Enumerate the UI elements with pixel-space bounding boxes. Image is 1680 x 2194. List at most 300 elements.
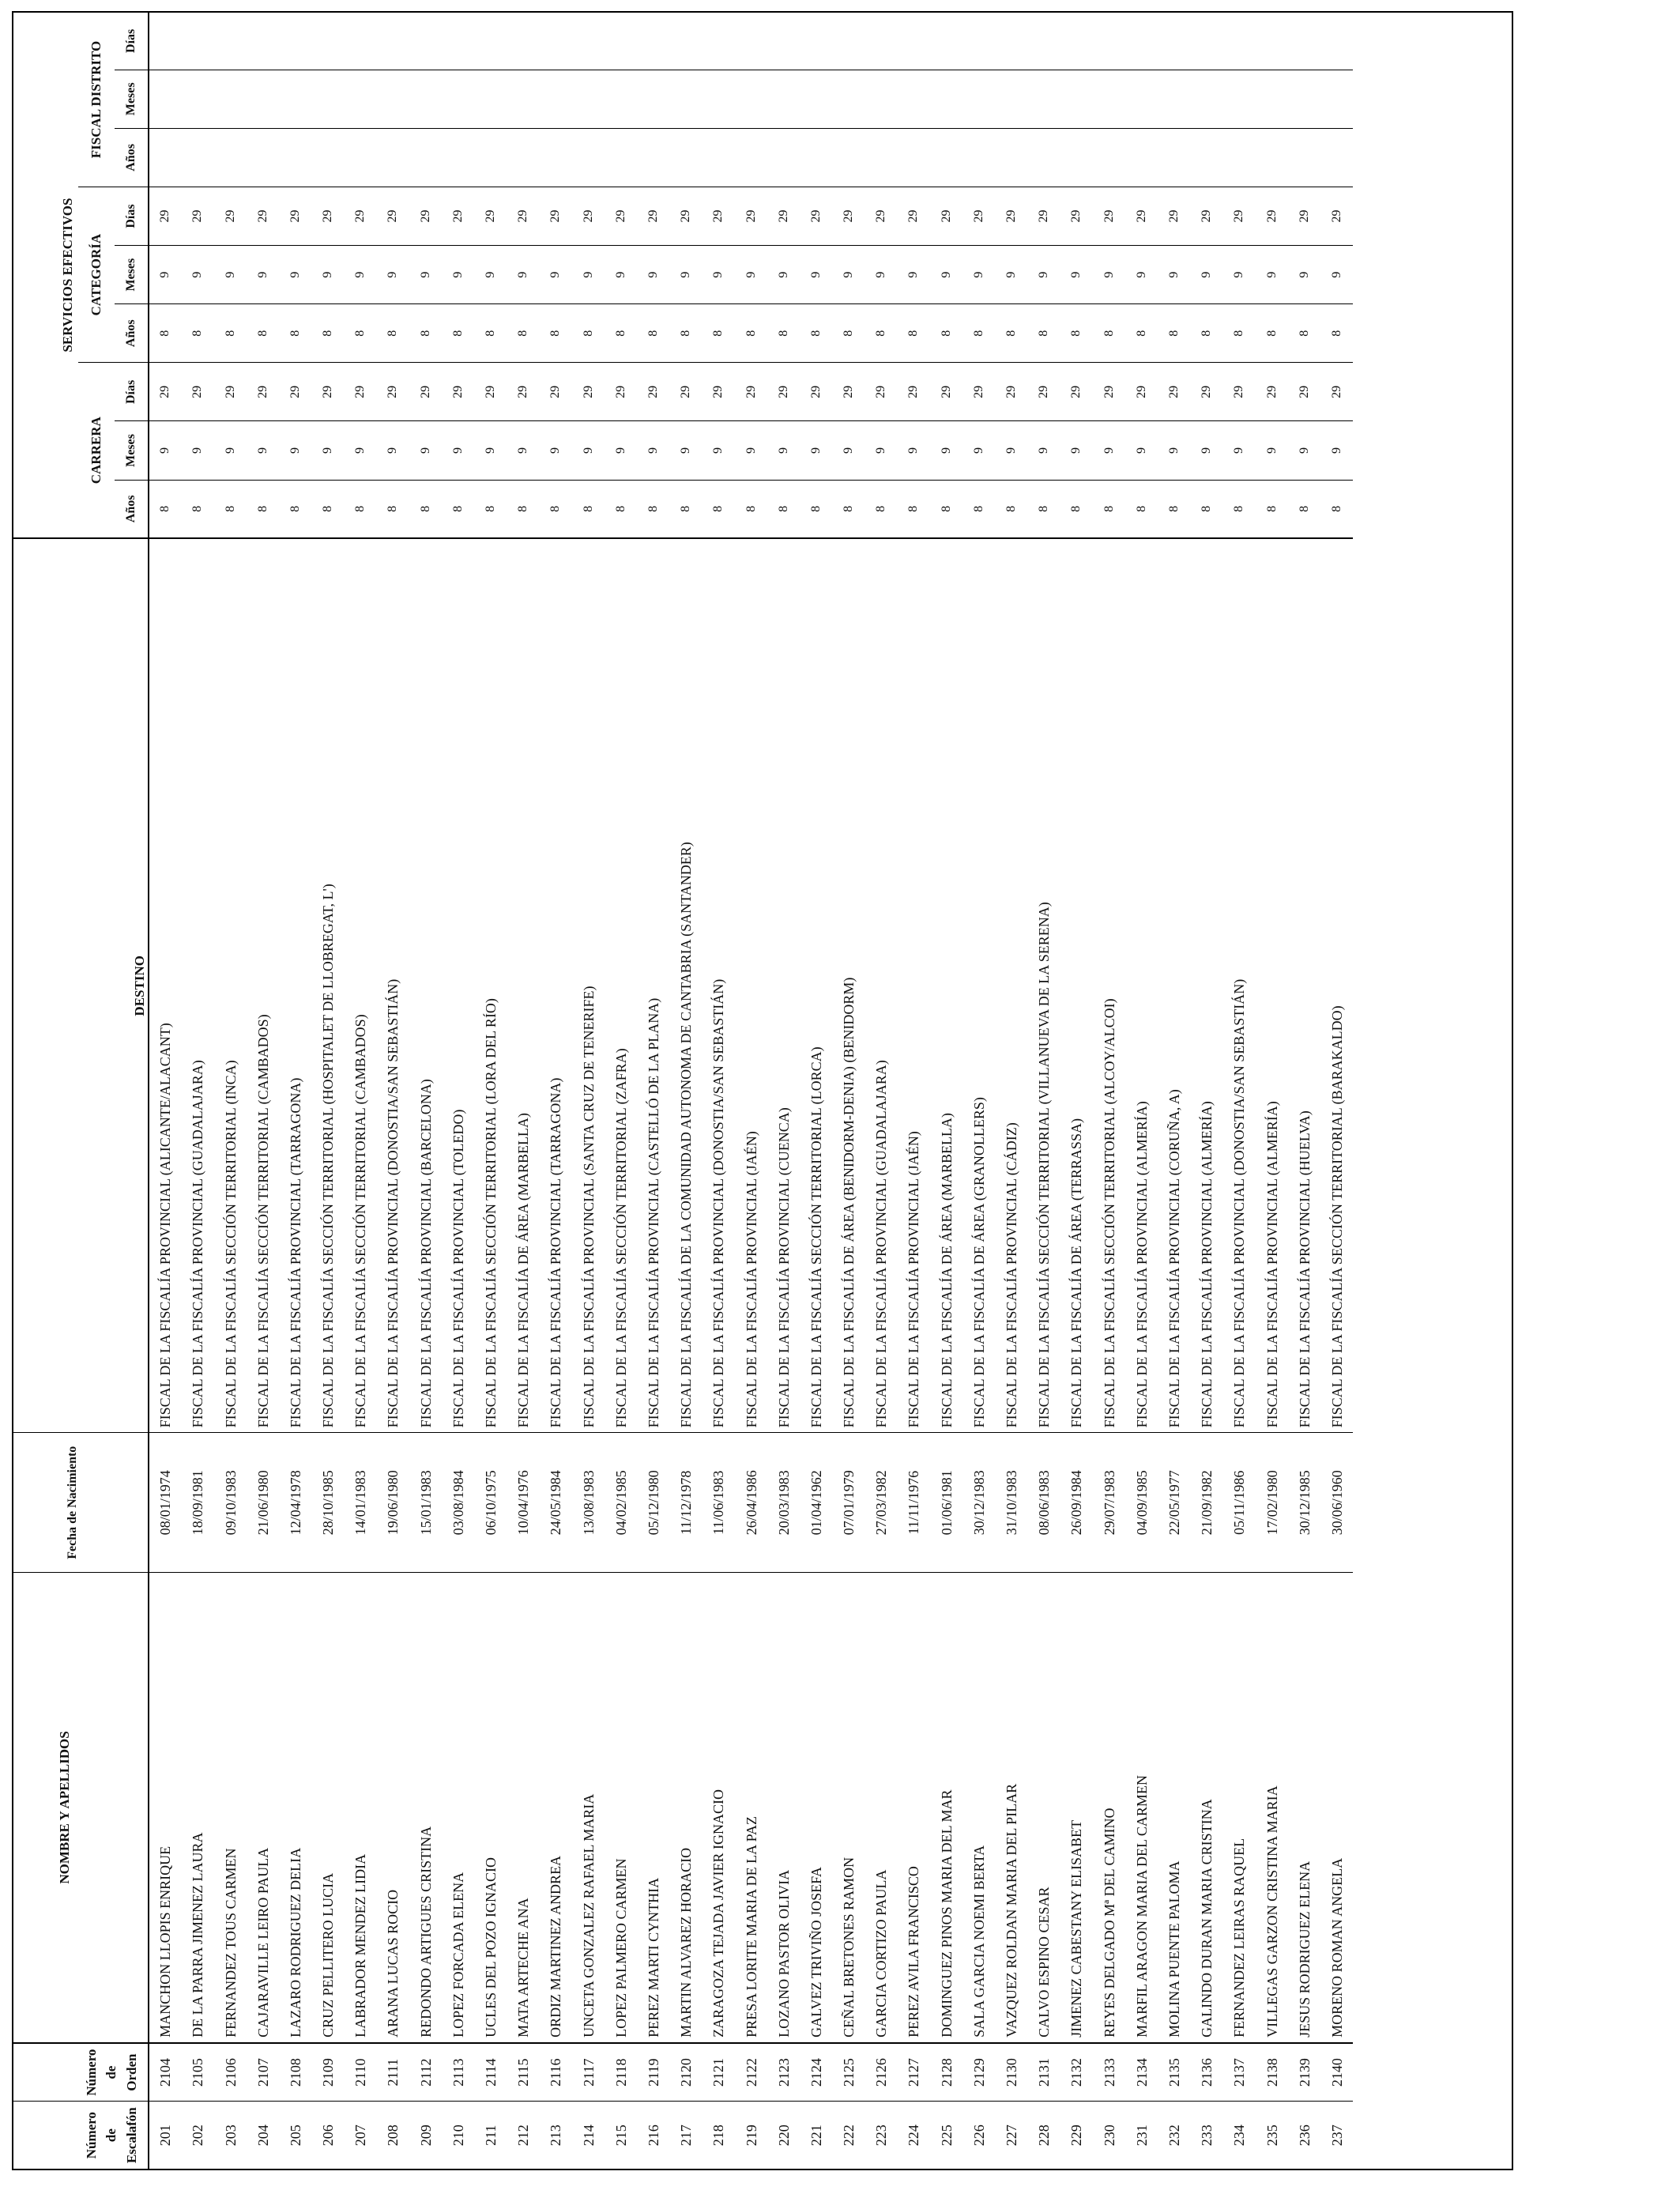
carrera-dias-cell: 29 [637, 363, 669, 421]
categoria-dias-cell: 29 [865, 187, 898, 245]
carrera-meses-cell: 9 [1158, 421, 1190, 480]
carrera-anos-cell: 8 [1125, 480, 1158, 538]
carrera-meses-cell: 9 [1028, 421, 1060, 480]
escalafon-cell: 214 [580, 2124, 597, 2147]
header-escalafon-line2: de [104, 2128, 119, 2143]
carrera-anos-cell: 8 [865, 480, 898, 538]
escalafon-cell: 235 [1264, 2124, 1280, 2147]
categoria-anos-cell: 8 [474, 304, 507, 363]
categoria-dias-cell: 29 [1191, 187, 1223, 245]
distrito-meses-cell [1223, 70, 1256, 128]
table-row [1028, 13, 1060, 2169]
nombre-cell: SALA GARCIA NOEMI BERTA [962, 1573, 995, 2043]
distrito-meses-cell [962, 70, 995, 128]
escalafon-table [13, 13, 1353, 2169]
fecha-cell: 15/01/1983 [409, 1433, 442, 1573]
fecha-cell: 26/04/1986 [735, 1433, 767, 1573]
fecha-cell: 10/04/1976 [507, 1433, 540, 1573]
categoria-dias-cell: 29 [214, 187, 247, 245]
carrera-meses-cell: 9 [345, 421, 377, 480]
nombre-cell: DE LA PARRA JIMENEZ LAURA [182, 1573, 214, 2043]
header-numero-orden [13, 2043, 149, 2102]
escalafon-cell: 210 [450, 2124, 466, 2147]
categoria-anos-cell: 8 [311, 304, 344, 363]
carrera-meses-cell: 9 [637, 421, 669, 480]
orden-cell: 2116 [540, 2043, 572, 2102]
distrito-dias-cell [507, 13, 540, 70]
fecha-cell: 29/07/1983 [1093, 1433, 1125, 1573]
categoria-meses-cell: 9 [377, 246, 409, 304]
fecha-cell: 27/03/1982 [865, 1433, 898, 1573]
categoria-anos-cell: 8 [1256, 304, 1288, 363]
categoria-anos-cell: 8 [735, 304, 767, 363]
distrito-dias-cell [572, 13, 605, 70]
orden-cell: 2136 [1191, 2043, 1223, 2102]
distrito-dias-cell [247, 13, 279, 70]
header-categoria-anos: Años [115, 304, 148, 363]
categoria-anos-cell: 8 [182, 304, 214, 363]
distrito-dias-cell [995, 13, 1027, 70]
destino-cell: FISCAL DE LA FISCALÍA PROVINCIAL (ALMERÍA) [1191, 538, 1223, 1433]
carrera-anos-cell: 8 [474, 480, 507, 538]
distrito-anos-cell [214, 128, 247, 187]
fecha-cell: 26/09/1984 [1060, 1433, 1093, 1573]
categoria-anos-cell: 8 [1093, 304, 1125, 363]
carrera-dias-cell: 29 [898, 363, 930, 421]
carrera-anos-cell: 8 [703, 480, 735, 538]
carrera-dias-cell: 29 [149, 363, 182, 421]
nombre-cell: ZARAGOZA TEJADA JAVIER IGNACIO [703, 1573, 735, 2043]
destino-cell: FISCAL DE LA FISCALÍA DE ÁREA (TERRASSA) [1060, 538, 1093, 1433]
orden-cell: 2104 [149, 2043, 182, 2102]
orden-cell: 2124 [800, 2043, 832, 2102]
carrera-anos-cell: 8 [898, 480, 930, 538]
categoria-dias-cell: 29 [1158, 187, 1190, 245]
carrera-anos-cell: 8 [442, 480, 474, 538]
table-row [214, 13, 247, 2169]
carrera-meses-cell: 9 [767, 421, 800, 480]
carrera-meses-cell: 9 [540, 421, 572, 480]
carrera-dias-cell: 29 [279, 363, 311, 421]
nombre-cell: ARANA LUCAS ROCIO [377, 1573, 409, 2043]
carrera-meses-cell: 9 [898, 421, 930, 480]
categoria-meses-cell: 9 [898, 246, 930, 304]
categoria-anos-cell: 8 [247, 304, 279, 363]
nombre-cell: PEREZ MARTI CYNTHIA [637, 1573, 669, 2043]
categoria-dias-cell: 29 [507, 187, 540, 245]
distrito-dias-cell [409, 13, 442, 70]
header-carrera-dias: Días [115, 363, 148, 421]
categoria-anos-cell: 8 [767, 304, 800, 363]
nombre-cell: VILLEGAS GARZON CRISTINA MARIA [1256, 1573, 1288, 2043]
categoria-anos-cell: 8 [898, 304, 930, 363]
escalafon-cell: 224 [906, 2124, 922, 2147]
distrito-dias-cell [279, 13, 311, 70]
carrera-dias-cell: 29 [1223, 363, 1256, 421]
distrito-meses-cell [572, 70, 605, 128]
carrera-dias-cell: 29 [865, 363, 898, 421]
escalafon-cell: 203 [222, 2124, 239, 2147]
categoria-anos-cell: 8 [540, 304, 572, 363]
categoria-anos-cell: 8 [1288, 304, 1320, 363]
categoria-dias-cell: 29 [898, 187, 930, 245]
distrito-anos-cell [1288, 128, 1320, 187]
destino-cell: FISCAL DE LA FISCALÍA SECCIÓN TERRITORIAL (ZAFRA) [605, 538, 637, 1433]
categoria-meses-cell: 9 [800, 246, 832, 304]
categoria-meses-cell: 9 [995, 246, 1027, 304]
orden-cell: 2110 [345, 2043, 377, 2102]
escalafon-cell: 206 [320, 2124, 337, 2147]
nombre-cell: UCLES DEL POZO IGNACIO [474, 1573, 507, 2043]
distrito-meses-cell [1060, 70, 1093, 128]
fecha-cell: 21/06/1980 [247, 1433, 279, 1573]
categoria-dias-cell: 29 [247, 187, 279, 245]
carrera-dias-cell: 29 [1093, 363, 1125, 421]
categoria-meses-cell: 9 [637, 246, 669, 304]
destino-cell: FISCAL DE LA FISCALÍA PROVINCIAL (SANTA CRUZ DE TENERIFE) [572, 538, 605, 1433]
categoria-meses-cell: 9 [214, 246, 247, 304]
fecha-cell: 09/10/1983 [214, 1433, 247, 1573]
nombre-cell: CEÑAL BRETONES RAMON [832, 1573, 864, 2043]
categoria-meses-cell: 9 [670, 246, 703, 304]
table-row [149, 13, 182, 2169]
carrera-dias-cell: 29 [247, 363, 279, 421]
categoria-anos-cell: 8 [605, 304, 637, 363]
carrera-meses-cell: 9 [995, 421, 1027, 480]
distrito-meses-cell [474, 70, 507, 128]
carrera-dias-cell: 29 [832, 363, 864, 421]
table-body [149, 13, 1354, 2169]
carrera-anos-cell: 8 [572, 480, 605, 538]
categoria-meses-cell: 9 [1256, 246, 1288, 304]
fecha-cell: 12/04/1978 [279, 1433, 311, 1573]
categoria-dias-cell: 29 [832, 187, 864, 245]
table-row [442, 13, 474, 2169]
distrito-dias-cell [767, 13, 800, 70]
categoria-dias-cell: 29 [442, 187, 474, 245]
distrito-anos-cell [442, 128, 474, 187]
carrera-dias-cell: 29 [735, 363, 767, 421]
carrera-dias-cell: 29 [995, 363, 1027, 421]
table-row [377, 13, 409, 2169]
distrito-dias-cell [735, 13, 767, 70]
distrito-anos-cell [311, 128, 344, 187]
carrera-meses-cell: 9 [832, 421, 864, 480]
header-carrera: CARRERA [78, 363, 115, 538]
nombre-cell: JIMENEZ CABESTANY ELISABET [1060, 1573, 1093, 2043]
destino-cell: FISCAL DE LA FISCALÍA PROVINCIAL (CASTELLÓ DE LA PLANA) [637, 538, 669, 1433]
categoria-meses-cell: 9 [311, 246, 344, 304]
destino-cell: FISCAL DE LA FISCALÍA PROVINCIAL (DONOSTIA/SAN SEBASTIÁN) [1223, 538, 1256, 1433]
destino-cell: FISCAL DE LA FISCALÍA DE LA COMUNIDAD AUTONOMA DE CANTABRIA (SANTANDER) [670, 538, 703, 1433]
carrera-anos-cell: 8 [1288, 480, 1320, 538]
distrito-dias-cell [1125, 13, 1158, 70]
escalafon-cell: 202 [190, 2124, 206, 2147]
orden-cell: 2106 [214, 2043, 247, 2102]
escalafon-cell: 227 [1004, 2124, 1020, 2147]
fecha-cell: 19/06/1980 [377, 1433, 409, 1573]
categoria-anos-cell: 8 [507, 304, 540, 363]
categoria-dias-cell: 29 [409, 187, 442, 245]
carrera-dias-cell: 29 [930, 363, 962, 421]
carrera-dias-cell: 29 [703, 363, 735, 421]
distrito-anos-cell [1320, 128, 1353, 187]
categoria-anos-cell: 8 [1223, 304, 1256, 363]
orden-cell: 2123 [767, 2043, 800, 2102]
distrito-dias-cell [800, 13, 832, 70]
categoria-meses-cell: 9 [1320, 246, 1353, 304]
distrito-anos-cell [735, 128, 767, 187]
categoria-meses-cell: 9 [572, 246, 605, 304]
distrito-dias-cell [1158, 13, 1190, 70]
destino-cell: FISCAL DE LA FISCALÍA PROVINCIAL (DONOSTIA/SAN SEBASTIÁN) [377, 538, 409, 1433]
categoria-dias-cell: 29 [670, 187, 703, 245]
distrito-meses-cell [540, 70, 572, 128]
distrito-meses-cell [1320, 70, 1353, 128]
carrera-anos-cell: 8 [345, 480, 377, 538]
escalafon-cell: 217 [678, 2124, 695, 2147]
categoria-anos-cell: 8 [930, 304, 962, 363]
nombre-cell: CALVO ESPINO CESAR [1028, 1573, 1060, 2043]
nombre-cell: MATA ARTECHE ANA [507, 1573, 540, 2043]
header-fecha: Fecha de Nacimiento [13, 1433, 149, 1573]
table-row [735, 13, 767, 2169]
distrito-anos-cell [670, 128, 703, 187]
categoria-dias-cell: 29 [800, 187, 832, 245]
carrera-dias-cell: 29 [507, 363, 540, 421]
categoria-meses-cell: 9 [1158, 246, 1190, 304]
fecha-cell: 11/12/1978 [670, 1433, 703, 1573]
distrito-dias-cell [832, 13, 864, 70]
distrito-dias-cell [214, 13, 247, 70]
distrito-dias-cell [962, 13, 995, 70]
carrera-anos-cell: 8 [832, 480, 864, 538]
nombre-cell: GALVEZ TRIVIÑO JOSEFA [800, 1573, 832, 2043]
distrito-anos-cell [474, 128, 507, 187]
orden-cell: 2105 [182, 2043, 214, 2102]
nombre-cell: REDONDO ARTIGUES CRISTINA [409, 1573, 442, 2043]
orden-cell: 2109 [311, 2043, 344, 2102]
orden-cell: 2126 [865, 2043, 898, 2102]
categoria-dias-cell: 29 [377, 187, 409, 245]
distrito-dias-cell [182, 13, 214, 70]
distrito-dias-cell [1028, 13, 1060, 70]
orden-cell: 2120 [670, 2043, 703, 2102]
categoria-meses-cell: 9 [1093, 246, 1125, 304]
fecha-cell: 31/10/1983 [995, 1433, 1027, 1573]
categoria-anos-cell: 8 [149, 304, 182, 363]
distrito-meses-cell [832, 70, 864, 128]
table-row [1060, 13, 1093, 2169]
destino-cell: FISCAL DE LA FISCALÍA SECCIÓN TERRITORIAL (ALCOY/ALCOI) [1093, 538, 1125, 1433]
header-carrera-meses: Meses [115, 421, 148, 480]
orden-cell: 2135 [1158, 2043, 1190, 2102]
distrito-anos-cell [572, 128, 605, 187]
orden-cell: 2113 [442, 2043, 474, 2102]
destino-cell: FISCAL DE LA FISCALÍA PROVINCIAL (TARRAGONA) [279, 538, 311, 1433]
nombre-cell: VAZQUEZ ROLDAN MARIA DEL PILAR [995, 1573, 1027, 2043]
categoria-meses-cell: 9 [1028, 246, 1060, 304]
table-row [995, 13, 1027, 2169]
distrito-dias-cell [149, 13, 182, 70]
categoria-meses-cell: 9 [442, 246, 474, 304]
table-row [1158, 13, 1190, 2169]
carrera-dias-cell: 29 [182, 363, 214, 421]
table-row [182, 13, 214, 2169]
destino-cell: FISCAL DE LA FISCALÍA DE ÁREA (MARBELLA) [930, 538, 962, 1433]
carrera-meses-cell: 9 [214, 421, 247, 480]
escalafon-cell: 218 [710, 2124, 727, 2147]
nombre-cell: JESUS RODRIGUEZ ELENA [1288, 1573, 1320, 2043]
orden-cell: 2138 [1256, 2043, 1288, 2102]
carrera-anos-cell: 8 [1093, 480, 1125, 538]
table-row [507, 13, 540, 2169]
nombre-cell: CRUZ PELLITERO LUCIA [311, 1573, 344, 2043]
header-distrito-dias: Días [115, 13, 148, 70]
header-escalafon-line3: Escalafón [124, 2107, 139, 2164]
distrito-dias-cell [1223, 13, 1256, 70]
fecha-cell: 04/09/1985 [1125, 1433, 1158, 1573]
orden-cell: 2115 [507, 2043, 540, 2102]
distrito-anos-cell [1223, 128, 1256, 187]
escalafon-cell: 233 [1199, 2124, 1215, 2147]
carrera-meses-cell: 9 [1223, 421, 1256, 480]
nombre-cell: PRESA LORITE MARIA DE LA PAZ [735, 1573, 767, 2043]
fecha-cell: 22/05/1977 [1158, 1433, 1190, 1573]
carrera-meses-cell: 9 [1256, 421, 1288, 480]
carrera-meses-cell: 9 [735, 421, 767, 480]
carrera-meses-cell: 9 [1288, 421, 1320, 480]
categoria-meses-cell: 9 [703, 246, 735, 304]
escalafon-cell: 234 [1231, 2124, 1248, 2147]
destino-cell: FISCAL DE LA FISCALÍA PROVINCIAL (TOLEDO) [442, 538, 474, 1433]
nombre-cell: MOLINA PUENTE PALOMA [1158, 1573, 1190, 2043]
distrito-anos-cell [182, 128, 214, 187]
orden-cell: 2125 [832, 2043, 864, 2102]
categoria-dias-cell: 29 [637, 187, 669, 245]
nombre-cell: UNCETA GONZALEZ RAFAEL MARIA [572, 1573, 605, 2043]
destino-cell: FISCAL DE LA FISCALÍA SECCIÓN TERRITORIAL (CAMBADOS) [247, 538, 279, 1433]
carrera-anos-cell: 8 [247, 480, 279, 538]
destino-cell: FISCAL DE LA FISCALÍA SECCIÓN TERRITORIAL (LORCA) [800, 538, 832, 1433]
distrito-meses-cell [1028, 70, 1060, 128]
destino-cell: FISCAL DE LA FISCALÍA PROVINCIAL (ALICANTE/ALACANT) [149, 538, 182, 1433]
carrera-dias-cell: 29 [377, 363, 409, 421]
header-orden-line3: Orden [124, 2053, 139, 2091]
carrera-dias-cell: 29 [1028, 363, 1060, 421]
categoria-meses-cell: 9 [474, 246, 507, 304]
carrera-anos-cell: 8 [149, 480, 182, 538]
escalafon-cell: 220 [775, 2124, 792, 2147]
fecha-cell: 11/11/1976 [898, 1433, 930, 1573]
nombre-cell: REYES DELGADO Mª DEL CAMINO [1093, 1573, 1125, 2043]
distrito-anos-cell [800, 128, 832, 187]
categoria-meses-cell: 9 [149, 246, 182, 304]
nombre-cell: PEREZ AVILA FRANCISCO [898, 1573, 930, 2043]
distrito-meses-cell [995, 70, 1027, 128]
categoria-dias-cell: 29 [1223, 187, 1256, 245]
categoria-dias-cell: 29 [149, 187, 182, 245]
categoria-dias-cell: 29 [572, 187, 605, 245]
carrera-dias-cell: 29 [572, 363, 605, 421]
categoria-meses-cell: 9 [865, 246, 898, 304]
destino-cell: FISCAL DE LA FISCALÍA PROVINCIAL (ALMERÍA) [1125, 538, 1158, 1433]
carrera-meses-cell: 9 [507, 421, 540, 480]
categoria-dias-cell: 29 [182, 187, 214, 245]
escalafon-cell: 221 [808, 2124, 824, 2147]
escalafon-cell: 229 [1068, 2124, 1085, 2147]
table-row [767, 13, 800, 2169]
categoria-anos-cell: 8 [962, 304, 995, 363]
nombre-cell: ORDIZ MARTINEZ ANDREA [540, 1573, 572, 2043]
table-row [311, 13, 344, 2169]
table-row [247, 13, 279, 2169]
categoria-dias-cell: 29 [540, 187, 572, 245]
orden-cell: 2118 [605, 2043, 637, 2102]
escalafon-cell: 230 [1101, 2124, 1117, 2147]
table-row [865, 13, 898, 2169]
distrito-anos-cell [898, 128, 930, 187]
destino-cell: FISCAL DE LA FISCALÍA SECCIÓN TERRITORIAL (LORA DEL RÍO) [474, 538, 507, 1433]
categoria-meses-cell: 9 [930, 246, 962, 304]
distrito-meses-cell [898, 70, 930, 128]
destino-cell: FISCAL DE LA FISCALÍA DE ÁREA (MARBELLA) [507, 538, 540, 1433]
table-row [800, 13, 832, 2169]
categoria-dias-cell: 29 [474, 187, 507, 245]
distrito-meses-cell [1256, 70, 1288, 128]
carrera-meses-cell: 9 [1060, 421, 1093, 480]
carrera-anos-cell: 8 [540, 480, 572, 538]
orden-cell: 2128 [930, 2043, 962, 2102]
categoria-dias-cell: 29 [1256, 187, 1288, 245]
categoria-meses-cell: 9 [735, 246, 767, 304]
fecha-cell: 28/10/1985 [311, 1433, 344, 1573]
carrera-meses-cell: 9 [474, 421, 507, 480]
carrera-meses-cell: 9 [962, 421, 995, 480]
orden-cell: 2133 [1093, 2043, 1125, 2102]
distrito-dias-cell [898, 13, 930, 70]
carrera-dias-cell: 29 [540, 363, 572, 421]
table-row [832, 13, 864, 2169]
distrito-dias-cell [311, 13, 344, 70]
carrera-dias-cell: 29 [214, 363, 247, 421]
escalafon-cell: 209 [417, 2124, 434, 2147]
orden-cell: 2139 [1288, 2043, 1320, 2102]
distrito-meses-cell [865, 70, 898, 128]
categoria-dias-cell: 29 [703, 187, 735, 245]
orden-cell: 2122 [735, 2043, 767, 2102]
categoria-anos-cell: 8 [865, 304, 898, 363]
distrito-dias-cell [703, 13, 735, 70]
carrera-anos-cell: 8 [1028, 480, 1060, 538]
nombre-cell: GALINDO DURAN MARIA CRISTINA [1191, 1573, 1223, 2043]
destino-cell: FISCAL DE LA FISCALÍA SECCIÓN TERRITORIAL (CAMBADOS) [345, 538, 377, 1433]
categoria-dias-cell: 29 [279, 187, 311, 245]
distrito-anos-cell [865, 128, 898, 187]
destino-cell: FISCAL DE LA FISCALÍA PROVINCIAL (CÁDIZ) [995, 538, 1027, 1433]
header-nombre: NOMBRE Y APELLIDOS [13, 1573, 149, 2043]
table-row [1191, 13, 1223, 2169]
carrera-meses-cell: 9 [311, 421, 344, 480]
orden-cell: 2108 [279, 2043, 311, 2102]
distrito-dias-cell [605, 13, 637, 70]
distrito-anos-cell [995, 128, 1027, 187]
carrera-meses-cell: 9 [377, 421, 409, 480]
orden-cell: 2140 [1320, 2043, 1353, 2102]
nombre-cell: DOMINGUEZ PINOS MARIA DEL MAR [930, 1573, 962, 2043]
carrera-meses-cell: 9 [279, 421, 311, 480]
carrera-dias-cell: 29 [962, 363, 995, 421]
